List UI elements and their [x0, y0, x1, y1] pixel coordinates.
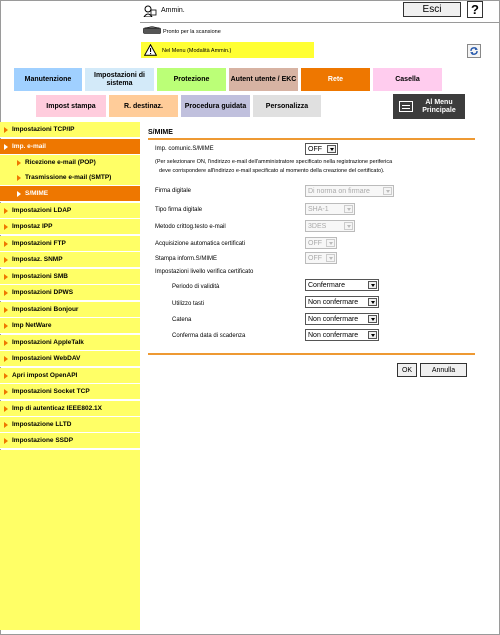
header-divider	[140, 22, 500, 23]
sidebar-item-imp-email[interactable]	[0, 139, 140, 155]
sidebar-label: Imp NetWare	[12, 322, 52, 329]
auto-cert-select[interactable]	[305, 237, 337, 249]
chevron-down-icon	[368, 331, 377, 339]
sidebar-filler	[0, 450, 140, 630]
page-title: S/MIME	[148, 129, 173, 136]
digital-sig-select[interactable]	[305, 185, 394, 197]
sidebar-item-ricezione-email[interactable]	[0, 155, 140, 171]
print-info-select[interactable]	[305, 252, 337, 264]
chevron-down-icon	[344, 205, 353, 213]
sidebar-label: Imp di autenticaz IEEE802.1X	[12, 405, 102, 412]
enc-method-select[interactable]	[305, 220, 355, 232]
print-info-value: OFF	[308, 254, 322, 262]
sidebar-item-smime[interactable]	[0, 186, 140, 202]
sidebar-label: Impostazione LLTD	[12, 421, 72, 428]
cancel-button[interactable]: Annulla	[420, 363, 467, 377]
tab-impost-stampa[interactable]: Impost stampa	[35, 94, 107, 118]
arrow-icon	[4, 144, 8, 150]
sidebar-label: Impostazioni Socket TCP	[12, 388, 90, 395]
enc-method-label: Metodo crittog.testo e-mail	[155, 224, 226, 230]
sidebar-item-smb[interactable]	[0, 269, 140, 285]
print-info-label: Stampa inform.S/MIME	[155, 256, 218, 262]
sidebar-label: S/MIME	[25, 190, 49, 197]
tab-impostazioni-sistema[interactable]: Impostazioni di sistema	[84, 67, 155, 92]
arrow-icon	[4, 307, 8, 313]
bottom-divider	[148, 353, 475, 355]
sidebar-item-ieee8021x[interactable]	[0, 401, 140, 417]
sidebar-item-ldap[interactable]	[0, 203, 140, 219]
sidebar-label: Impostaz. SNMP	[12, 256, 63, 263]
admin-mode-label: Nel Menu (Modalità Ammin.)	[162, 48, 232, 54]
sig-type-value: SHA-1	[308, 205, 329, 213]
arrow-icon	[4, 438, 8, 444]
warning-icon	[144, 44, 157, 56]
sidebar-label: Impostazione SSDP	[12, 437, 74, 444]
smime-comm-label: Imp. comunic.S/MIME	[155, 146, 214, 152]
chevron-down-icon	[368, 298, 377, 306]
tab-casella[interactable]: Casella	[372, 67, 443, 92]
chain-value: Non confermare	[308, 315, 359, 323]
sig-type-select[interactable]	[305, 203, 355, 215]
arrow-icon	[17, 175, 21, 181]
arrow-icon	[4, 323, 8, 329]
sidebar-label: Impostazioni TCP/IP	[12, 126, 75, 133]
chain-label: Catena	[172, 317, 192, 323]
chevron-down-icon	[327, 145, 336, 153]
scanner-icon	[143, 26, 161, 34]
sig-type-label: Tipo firma digitale	[155, 207, 203, 213]
sidebar-item-socket-tcp[interactable]	[0, 384, 140, 400]
sidebar-item-tcpip[interactable]	[0, 122, 140, 138]
sidebar-label: Impostazioni Bonjour	[12, 306, 79, 313]
arrow-icon	[4, 290, 8, 296]
main-menu-label: Al Menu Principale	[422, 98, 456, 114]
sidebar-item-openapi[interactable]	[0, 368, 140, 384]
digital-sig-label: Firma digitale	[155, 188, 192, 194]
expiry-label: Conferma data di scadenza	[172, 333, 246, 339]
chevron-down-icon	[326, 254, 335, 262]
note-line-2: deve corrispondere all'indirizzo e-mail specificato al momento della creazione del certificato).	[159, 168, 385, 174]
help-button[interactable]: ?	[467, 1, 483, 18]
arrow-icon	[17, 191, 21, 197]
validity-select[interactable]	[305, 279, 379, 291]
main-menu-button[interactable]	[393, 94, 465, 119]
arrow-icon	[4, 406, 8, 412]
chain-select[interactable]	[305, 313, 379, 325]
key-usage-value: Non confermare	[308, 298, 359, 306]
tab-protezione[interactable]: Protezione	[156, 67, 227, 92]
sidebar-label: Impostazioni FTP	[12, 240, 66, 247]
sidebar-label: Impostazioni AppleTalk	[12, 339, 84, 346]
verify-section-label: Impostazioni livello verifica certificato	[155, 269, 254, 275]
arrow-icon	[4, 389, 8, 395]
chevron-down-icon	[368, 281, 377, 289]
sidebar-item-netware[interactable]	[0, 318, 140, 334]
sidebar-label: Impostazioni WebDAV	[12, 355, 81, 362]
auto-cert-value: OFF	[308, 239, 322, 247]
arrow-icon	[4, 127, 8, 133]
note-line-1: (Per selezionare ON, l'indirizzo e-mail dell'amministratore specificato nella registrazione periferica	[155, 159, 393, 165]
chevron-down-icon	[344, 222, 353, 230]
sidebar-item-bonjour[interactable]	[0, 302, 140, 318]
sidebar-item-appletalk[interactable]	[0, 335, 140, 351]
sidebar-item-lltd[interactable]	[0, 417, 140, 433]
arrow-icon	[4, 241, 8, 247]
enc-method-value: 3DES	[308, 222, 327, 230]
key-usage-select[interactable]	[305, 296, 379, 308]
refresh-icon[interactable]	[467, 44, 481, 58]
sidebar-label: Imp. e-mail	[12, 143, 46, 150]
sidebar-label: Impostazioni DPWS	[12, 289, 74, 296]
validity-label: Periodo di validità	[172, 284, 220, 290]
sidebar-label: Impostazioni SMB	[12, 273, 68, 280]
sidebar-item-ssdp[interactable]	[0, 433, 140, 449]
logout-button[interactable]: Esci	[403, 2, 461, 17]
key-usage-label: Utilizzo tasti	[172, 301, 205, 307]
sidebar-item-trasmissione-email[interactable]	[0, 170, 140, 186]
sidebar-item-snmp[interactable]	[0, 252, 140, 268]
ok-button[interactable]: OK	[397, 363, 417, 377]
menu-icon	[399, 101, 413, 112]
chevron-down-icon	[326, 239, 335, 247]
user-label: Ammin.	[161, 7, 185, 14]
arrow-icon	[4, 422, 8, 428]
arrow-icon	[4, 274, 8, 280]
sidebar-label: Apri impost OpenAPI	[12, 372, 78, 379]
chevron-down-icon	[383, 187, 392, 195]
sidebar-label: Ricezione e-mail (POP)	[25, 159, 96, 166]
sidebar-item-ftp[interactable]	[0, 236, 140, 252]
smime-note	[155, 158, 485, 176]
sidebar-item-dpws[interactable]	[0, 285, 140, 301]
validity-value: Confermare	[308, 281, 345, 289]
smime-comm-value: OFF	[308, 145, 322, 153]
digital-sig-value: Di norma on firmare	[308, 187, 370, 195]
sidebar-item-webdav[interactable]	[0, 351, 140, 367]
tab-personalizza[interactable]: Personalizza	[252, 94, 322, 118]
arrow-icon	[4, 224, 8, 230]
arrow-icon	[17, 160, 21, 166]
sidebar-label: Impostazioni LDAP	[12, 207, 72, 214]
arrow-icon	[4, 373, 8, 379]
arrow-icon	[4, 356, 8, 362]
smime-comm-select[interactable]	[305, 143, 338, 155]
expiry-select[interactable]	[305, 329, 379, 341]
user-icon	[143, 5, 157, 17]
tab-rete[interactable]: Rete	[300, 67, 371, 92]
sidebar-item-ipp[interactable]	[0, 219, 140, 235]
tab-manutenzione[interactable]: Manutenzione	[13, 67, 83, 92]
arrow-icon	[4, 257, 8, 263]
sidebar-label: Impostaz IPP	[12, 223, 53, 230]
auto-cert-label: Acquisizione automatica certificati	[155, 241, 246, 247]
tab-autent-utente[interactable]: Autent utente / EKC	[228, 67, 299, 92]
tab-r-destinaz[interactable]: R. destinaz.	[108, 94, 179, 118]
arrow-icon	[4, 340, 8, 346]
expiry-value: Non confermare	[308, 331, 359, 339]
scan-status: Pronto per la scansione	[163, 29, 221, 35]
title-divider	[148, 138, 475, 140]
arrow-icon	[4, 208, 8, 214]
tab-procedura-guidata[interactable]: Procedura guidata	[180, 94, 251, 118]
sidebar-label: Trasmissione e-mail (SMTP)	[25, 174, 112, 181]
chevron-down-icon	[368, 315, 377, 323]
